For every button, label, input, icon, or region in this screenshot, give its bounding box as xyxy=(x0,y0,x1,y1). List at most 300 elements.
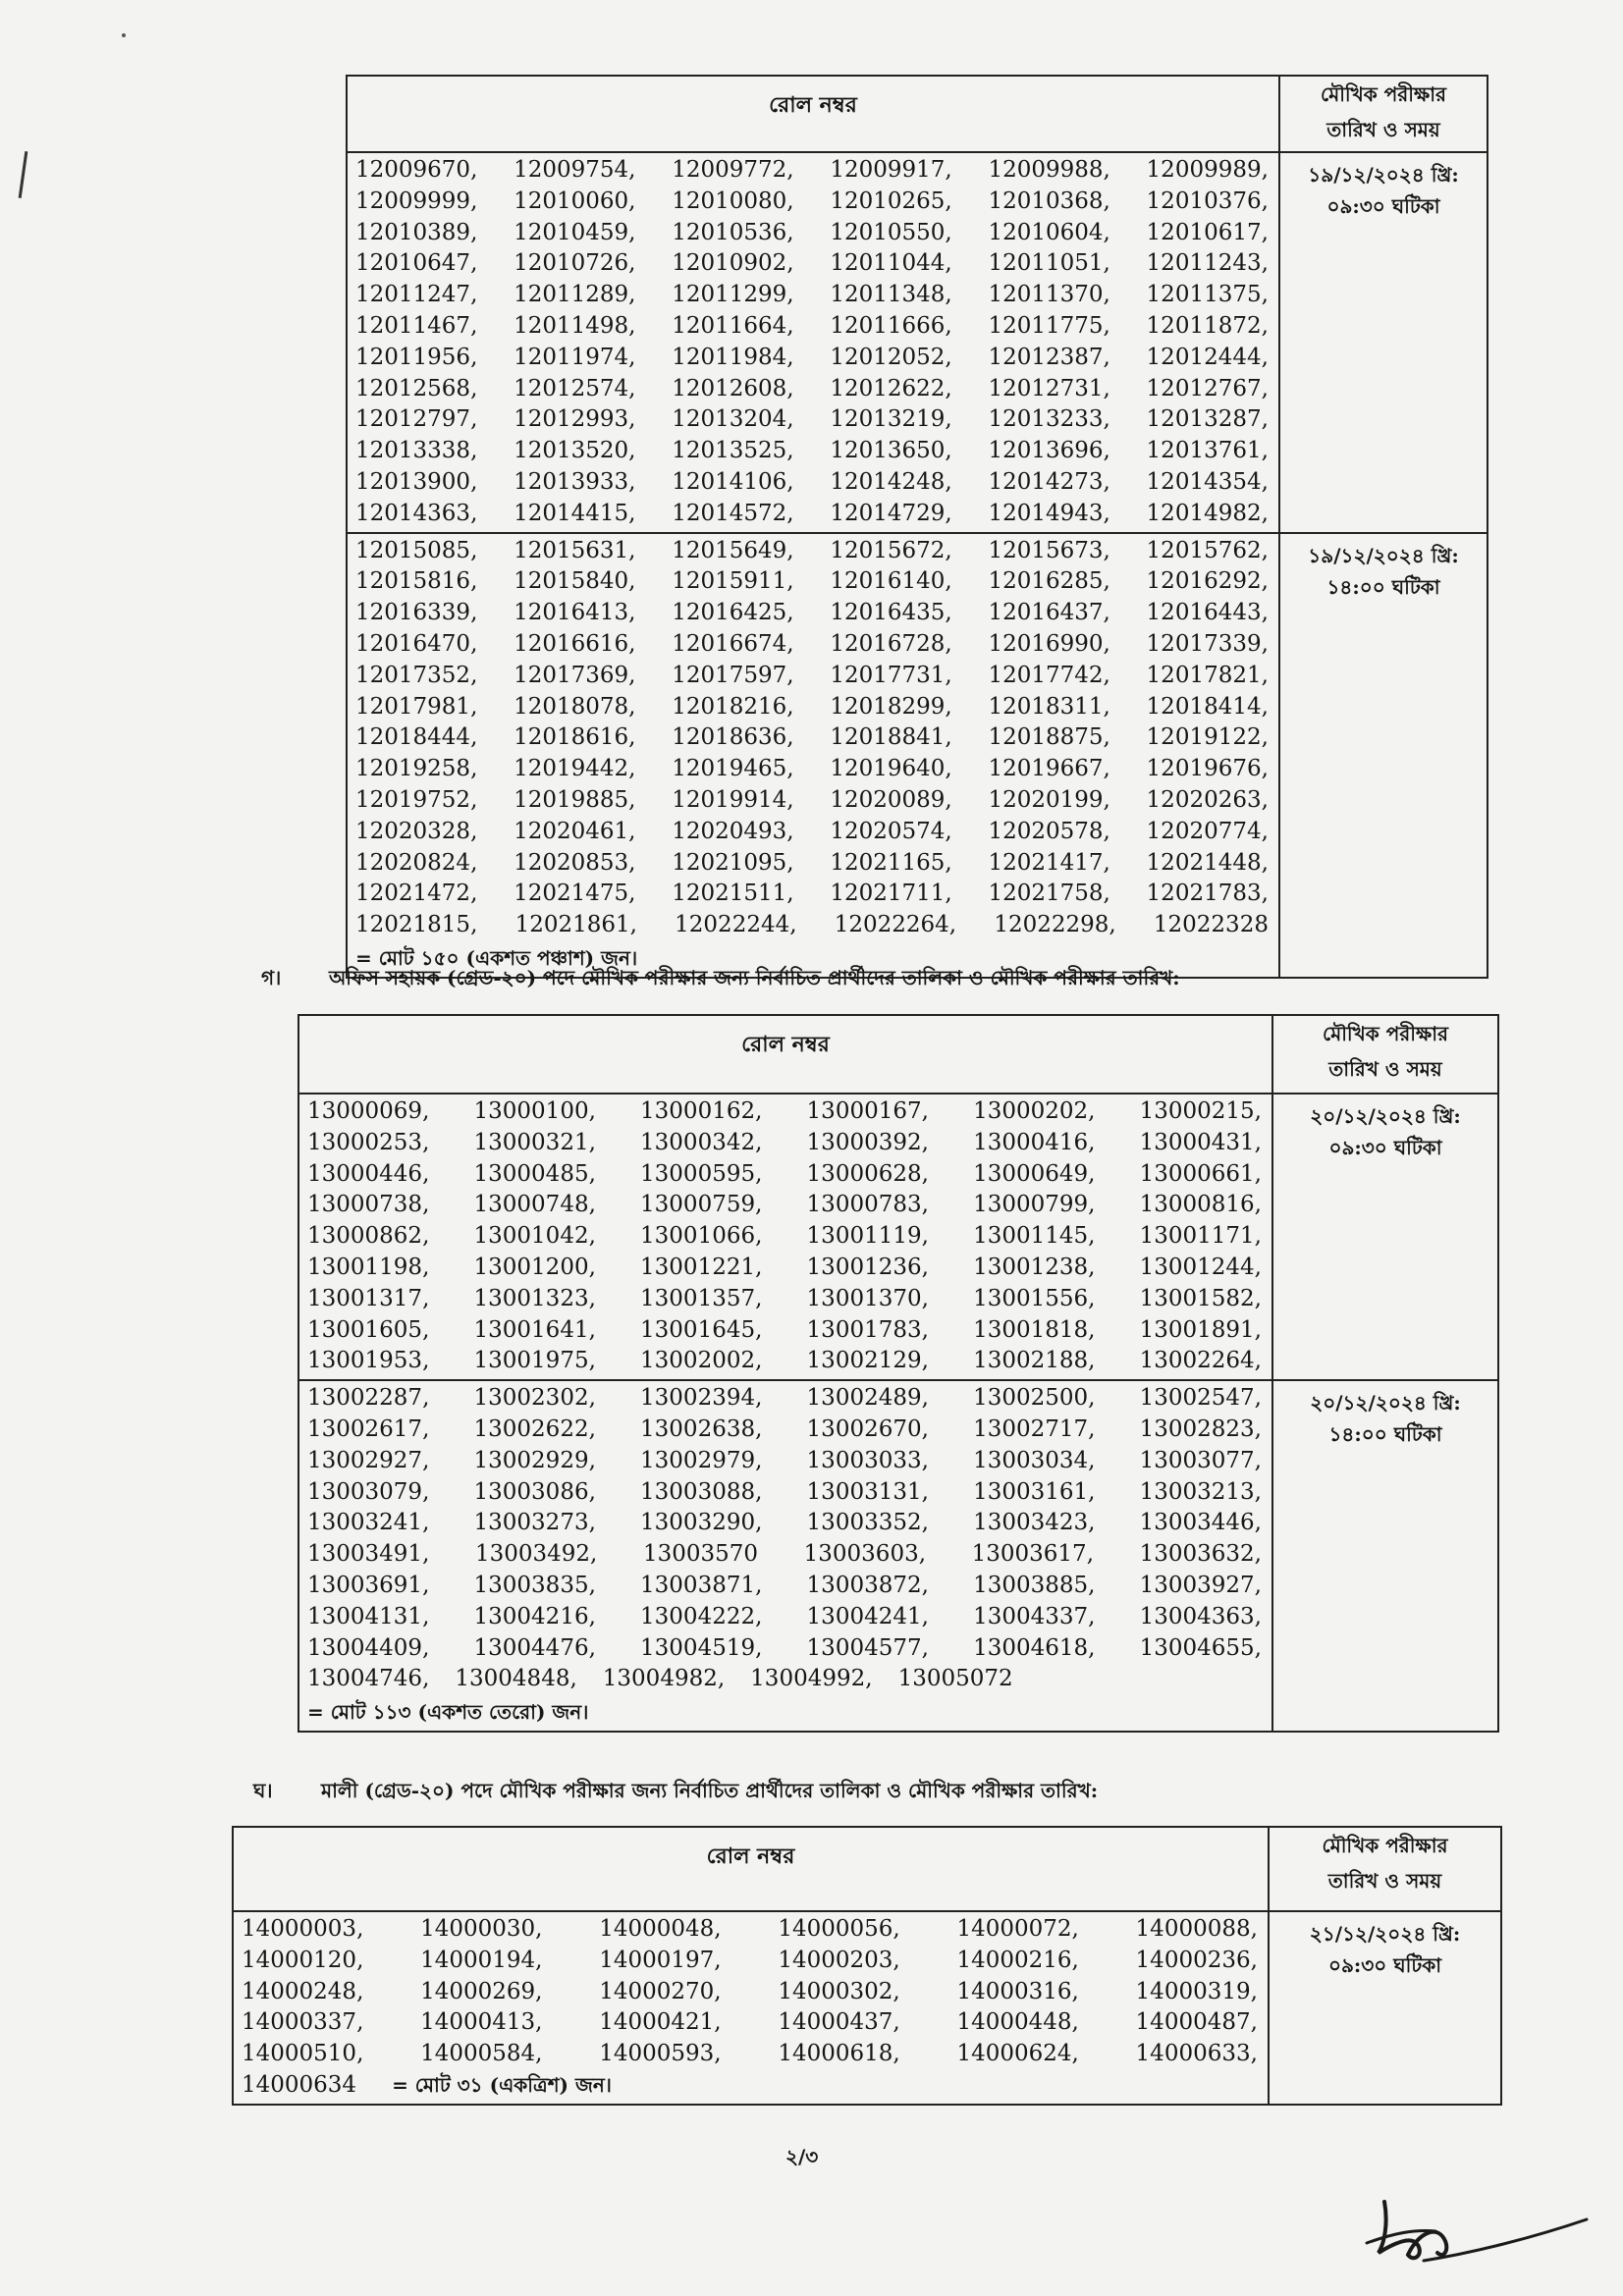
roll-number: 13001317, xyxy=(307,1285,430,1311)
viva-date-cell xyxy=(1272,1094,1498,1380)
roll-number: 12019442, xyxy=(514,756,636,782)
roll-number: 13000162, xyxy=(640,1098,763,1124)
roll-number: 14000584, xyxy=(420,2041,543,2067)
roll-number: 12014354, xyxy=(1146,468,1269,495)
roll-number: 13000783, xyxy=(806,1192,929,1218)
roll-number: 12010376, xyxy=(1146,187,1269,214)
roll-row xyxy=(355,187,1274,218)
roll-number: 12013650, xyxy=(830,438,952,464)
roll-number: 12018444, xyxy=(355,724,478,751)
roll-row xyxy=(307,1096,1268,1128)
roll-number: 12019676, xyxy=(1146,756,1269,782)
roll-row xyxy=(355,404,1274,436)
roll-number: 12009670, xyxy=(355,157,478,183)
time-line: ০৯:৩০ ঘটিকা xyxy=(1328,1136,1442,1159)
roll-number: 14000593, xyxy=(599,2041,722,2067)
roll-number: 12009989, xyxy=(1146,157,1269,183)
roll-number: 12011044, xyxy=(830,250,952,277)
roll-number: 12016437, xyxy=(988,600,1110,626)
roll-row xyxy=(355,817,1274,848)
roll-number: 12014106, xyxy=(672,468,794,495)
roll-row xyxy=(355,692,1274,723)
roll-number: 13003077, xyxy=(1139,1447,1262,1473)
roll-number: 14000634 xyxy=(242,2071,357,2098)
roll-number: 13002927, xyxy=(307,1447,430,1473)
roll-row xyxy=(307,1602,1268,1633)
roll-number: 12010536, xyxy=(672,219,794,245)
roll-number: 12022264, xyxy=(834,912,957,938)
roll-number: 13003352, xyxy=(806,1510,929,1536)
roll-number: 13001198, xyxy=(307,1254,430,1280)
roll-number: 12016435, xyxy=(830,600,952,626)
roll-number: 13001556, xyxy=(973,1285,1096,1311)
roll-number: 12018841, xyxy=(830,724,952,751)
roll-number: 14000270, xyxy=(599,1978,722,2004)
roll-number: 13001066, xyxy=(640,1223,763,1250)
roll-number: 14000030, xyxy=(420,1916,543,1942)
roll-number: 13003241, xyxy=(307,1510,430,1536)
roll-number: 13003570 xyxy=(642,1541,759,1568)
roll-number: 12016339, xyxy=(355,600,478,626)
roll-number: 12012444, xyxy=(1146,344,1269,370)
roll-number: 12020493, xyxy=(672,818,794,844)
roll-number: 12021511, xyxy=(672,881,794,907)
roll-number: 12021448, xyxy=(1146,849,1269,876)
roll-number: 13003632, xyxy=(1139,1541,1262,1568)
roll-row xyxy=(355,343,1274,374)
date-line: ২০/১২/২০২৪ খ্রি: xyxy=(1310,1391,1461,1415)
roll-number: 13003617, xyxy=(971,1541,1095,1568)
roll-number: 13000485, xyxy=(473,1160,596,1187)
roll-number: 13003273, xyxy=(473,1510,596,1536)
roll-number: 12016413, xyxy=(514,600,636,626)
header-line-1: মৌখিক পরীক্ষার xyxy=(1322,1834,1448,1857)
roll-number: 13001975, xyxy=(473,1348,596,1374)
roll-number: 13000431, xyxy=(1139,1129,1262,1155)
roll-row xyxy=(242,2007,1264,2039)
roll-number: 12013219, xyxy=(830,406,952,433)
roll-number: 14000487, xyxy=(1135,2009,1258,2036)
roll-number: 14000269, xyxy=(420,1978,543,2004)
roll-number: 13003871, xyxy=(640,1572,763,1598)
roll-group-morning xyxy=(347,152,1279,533)
roll-number: 12011956, xyxy=(355,344,478,370)
roll-number: 13003927, xyxy=(1139,1572,1262,1598)
roll-number: 12012568, xyxy=(355,375,478,401)
roll-number: 12009999, xyxy=(355,187,478,214)
roll-number: 14000510, xyxy=(242,2041,364,2067)
roll-row xyxy=(355,566,1274,598)
roll-number: 12012797, xyxy=(355,406,478,433)
roll-number: 12017981, xyxy=(355,693,478,720)
roll-number: 12012767, xyxy=(1146,375,1269,401)
roll-number: 13001641, xyxy=(473,1316,596,1343)
header-line-2: তারিখ ও সময় xyxy=(1326,118,1440,141)
total-count: = মোট ১৫০ (একশত পঞ্চাশ) জন। xyxy=(355,945,638,970)
roll-number: 13003691, xyxy=(307,1572,430,1598)
roll-number: 13000253, xyxy=(307,1129,430,1155)
roll-number: 12018299, xyxy=(830,693,952,720)
roll-number: 14000421, xyxy=(599,2009,722,2036)
section-label: গ। xyxy=(261,966,282,989)
section-ga-heading xyxy=(261,964,1180,996)
roll-number: 13002823, xyxy=(1139,1415,1262,1442)
roll-number: 12010726, xyxy=(514,250,636,277)
time-line: ০৯:৩০ ঘটিকা xyxy=(1327,1953,1442,1977)
roll-number: 12015762, xyxy=(1146,537,1269,563)
roll-number: 13003603, xyxy=(803,1541,927,1568)
roll-number: 12021095, xyxy=(672,849,794,876)
roll-number: 12013900, xyxy=(355,468,478,495)
roll-number: 13000759, xyxy=(640,1192,763,1218)
roll-number: 13002617, xyxy=(307,1415,430,1442)
roll-number: 14000120, xyxy=(242,1947,364,1973)
roll-number: 12011243, xyxy=(1146,250,1269,277)
roll-number: 13003491, xyxy=(307,1541,430,1568)
roll-number: 13002717, xyxy=(973,1415,1096,1442)
roll-number: 12018311, xyxy=(988,693,1110,720)
roll-number: 13002622, xyxy=(473,1415,596,1442)
roll-row xyxy=(355,467,1274,499)
roll-number: 13005072 xyxy=(897,1666,1013,1692)
roll-number: 13004982, xyxy=(602,1666,726,1692)
roll-row xyxy=(355,499,1274,530)
roll-row xyxy=(355,218,1274,249)
roll-number: 13001605, xyxy=(307,1316,430,1343)
roll-table-3 xyxy=(232,1826,1502,2106)
roll-table-1 xyxy=(346,75,1488,979)
roll-number: 13003213, xyxy=(1139,1478,1262,1505)
roll-number: 12014415, xyxy=(514,500,636,526)
roll-number: 13000342, xyxy=(640,1129,763,1155)
roll-number: 12018875, xyxy=(988,724,1110,751)
roll-row xyxy=(307,1128,1268,1159)
roll-number: 14000216, xyxy=(956,1947,1079,1973)
roll-number: 14000316, xyxy=(956,1978,1079,2004)
roll-number: 13001323, xyxy=(473,1285,596,1311)
roll-row xyxy=(355,879,1274,910)
roll-number: 13001042, xyxy=(473,1223,596,1250)
roll-number: 12012622, xyxy=(830,375,952,401)
roll-number: 12010604, xyxy=(988,219,1110,245)
roll-number: 12010265, xyxy=(830,187,952,214)
roll-number: 13000628, xyxy=(806,1160,929,1187)
roll-number: 13001221, xyxy=(640,1254,763,1280)
roll-number: 12016470, xyxy=(355,630,478,657)
roll-number: 13004577, xyxy=(806,1634,929,1661)
roll-number: 12017731, xyxy=(830,662,952,688)
roll-number: 13002394, xyxy=(640,1385,763,1412)
roll-number: 13000416, xyxy=(973,1129,1096,1155)
roll-number: 12015816, xyxy=(355,568,478,595)
roll-number: 14000633, xyxy=(1135,2041,1258,2067)
roll-number: 14000437, xyxy=(778,2009,900,2036)
roll-number: 12010389, xyxy=(355,219,478,245)
roll-number: 13001818, xyxy=(973,1316,1096,1343)
roll-number: 14000056, xyxy=(778,1916,900,1942)
viva-date-cell xyxy=(1269,1911,1501,2105)
roll-number: 12011498, xyxy=(514,312,636,339)
roll-number: 12014363, xyxy=(355,500,478,526)
roll-number: 14000072, xyxy=(956,1916,1079,1942)
roll-number: 13002500, xyxy=(973,1385,1096,1412)
time-line: ০৯:৩০ ঘটিকা xyxy=(1326,194,1440,218)
roll-number: 12013204, xyxy=(672,406,794,433)
roll-number: 13002264, xyxy=(1139,1348,1262,1374)
roll-number: 12016728, xyxy=(830,630,952,657)
roll-number: 12012608, xyxy=(672,375,794,401)
roll-number: 13002670, xyxy=(806,1415,929,1442)
roll-number: 12011872, xyxy=(1146,312,1269,339)
roll-number: 12018636, xyxy=(672,724,794,751)
roll-number: 12013696, xyxy=(988,438,1110,464)
roll-number: 13002302, xyxy=(473,1385,596,1412)
roll-group-afternoon xyxy=(298,1380,1272,1732)
roll-number: 13001891, xyxy=(1139,1316,1262,1343)
viva-date-cell xyxy=(1272,1380,1498,1732)
roll-number: 13003885, xyxy=(973,1572,1096,1598)
roll-number: 12017352, xyxy=(355,662,478,688)
roll-number: 12013761, xyxy=(1146,438,1269,464)
roll-number: 12021815, xyxy=(355,912,478,938)
header-line-2: তারিখ ও সময় xyxy=(1327,1869,1442,1893)
roll-number: 12017597, xyxy=(672,662,794,688)
roll-number: 12016990, xyxy=(988,630,1110,657)
roll-number: 13003492, xyxy=(474,1541,598,1568)
roll-number: 12020853, xyxy=(514,849,636,876)
roll-row xyxy=(355,722,1274,754)
roll-number: 12020089, xyxy=(830,786,952,813)
roll-row xyxy=(355,536,1274,567)
roll-number: 12019258, xyxy=(355,756,478,782)
roll-number: 13000748, xyxy=(473,1192,596,1218)
roll-number: 13002489, xyxy=(806,1385,929,1412)
roll-number: 12019465, xyxy=(672,756,794,782)
roll-number: 14000203, xyxy=(778,1947,900,1973)
roll-row xyxy=(355,280,1274,311)
roll-number: 13001645, xyxy=(640,1316,763,1343)
header-line-2: তারিখ ও সময় xyxy=(1328,1057,1442,1081)
roll-number: 14000319, xyxy=(1135,1978,1258,2004)
roll-number: 12019752, xyxy=(355,786,478,813)
roll-number: 13001953, xyxy=(307,1348,430,1374)
roll-number: 12021165, xyxy=(830,849,952,876)
roll-number: 13001244, xyxy=(1139,1254,1262,1280)
roll-row xyxy=(242,2039,1264,2070)
roll-row xyxy=(355,311,1274,343)
roll-number: 12011984, xyxy=(672,344,794,370)
roll-number: 12014729, xyxy=(830,500,952,526)
roll-row xyxy=(307,1190,1268,1221)
roll-number: 13004216, xyxy=(473,1603,596,1629)
roll-number: 12010617, xyxy=(1146,219,1269,245)
roll-number: 12022328 xyxy=(1153,912,1269,938)
roll-number: 13000202, xyxy=(973,1098,1096,1124)
roll-number: 12013520, xyxy=(514,438,636,464)
roll-row xyxy=(307,1446,1268,1477)
roll-number: 12021783, xyxy=(1146,881,1269,907)
roll-number: 12011370, xyxy=(988,282,1110,308)
roll-number: 12020461, xyxy=(514,818,636,844)
roll-number: 12019914, xyxy=(672,786,794,813)
date-line: ১৯/১২/২০২৪ খ্রি: xyxy=(1308,543,1459,567)
roll-number: 12016425, xyxy=(672,600,794,626)
roll-number: 12011247, xyxy=(355,282,478,308)
roll-row xyxy=(355,598,1274,629)
roll-number: 12017339, xyxy=(1146,630,1269,657)
roll-number: 12014943, xyxy=(988,500,1110,526)
roll-row xyxy=(307,1477,1268,1509)
roll-number: 14000236, xyxy=(1135,1947,1258,1973)
roll-number: 14000337, xyxy=(242,2009,364,2036)
roll-number: 12011664, xyxy=(672,312,794,339)
roll-number: 13003131, xyxy=(806,1478,929,1505)
roll-number: 13000069, xyxy=(307,1098,430,1124)
roll-number: 14000194, xyxy=(420,1947,543,1973)
roll-number: 12021861, xyxy=(514,912,637,938)
roll-number: 13004519, xyxy=(640,1634,763,1661)
roll-row xyxy=(242,2070,1264,2102)
roll-number-header: রোল নম্বর xyxy=(347,76,1279,152)
roll-number: 13004746, xyxy=(307,1666,430,1692)
roll-number: 12019667, xyxy=(988,756,1110,782)
roll-number: 12015631, xyxy=(514,537,636,563)
roll-number: 13002188, xyxy=(973,1348,1096,1374)
roll-number: 12013233, xyxy=(988,406,1110,433)
roll-number: 12013338, xyxy=(355,438,478,464)
roll-number: 13003446, xyxy=(1139,1510,1262,1536)
roll-number: 13000321, xyxy=(473,1129,596,1155)
viva-date-cell xyxy=(1279,152,1488,533)
roll-number: 12013525, xyxy=(672,438,794,464)
viva-date-header xyxy=(1279,76,1488,152)
roll-number: 12015911, xyxy=(672,568,794,595)
roll-row xyxy=(307,1633,1268,1665)
section-label: ঘ। xyxy=(253,1779,273,1802)
roll-number: 12011974, xyxy=(514,344,636,370)
roll-row xyxy=(307,1346,1268,1377)
roll-number: 12014248, xyxy=(830,468,952,495)
roll-number-header: রোল নম্বর xyxy=(233,1827,1269,1911)
roll-number: 12016443, xyxy=(1146,600,1269,626)
roll-number: 12020824, xyxy=(355,849,478,876)
roll-number: 13001357, xyxy=(640,1285,763,1311)
roll-number: 12019122, xyxy=(1146,724,1269,751)
roll-number: 12015673, xyxy=(988,537,1110,563)
roll-number: 12015649, xyxy=(672,537,794,563)
roll-number: 13002287, xyxy=(307,1385,430,1412)
roll-number: 12016285, xyxy=(988,568,1110,595)
roll-number: 12020263, xyxy=(1146,786,1269,813)
roll-number: 12022244, xyxy=(675,912,797,938)
date-line: ২০/১২/২০২৪ খ্রি: xyxy=(1310,1104,1461,1128)
scan-dot xyxy=(122,33,126,37)
roll-number: 13000595, xyxy=(640,1160,763,1187)
roll-number: 12011051, xyxy=(988,250,1110,277)
roll-number: 12015672, xyxy=(830,537,952,563)
roll-number: 14000088, xyxy=(1135,1916,1258,1942)
roll-number-header: রোল নম্বর xyxy=(298,1015,1272,1094)
roll-number: 12012993, xyxy=(514,406,636,433)
roll-number: 12011467, xyxy=(355,312,478,339)
section-title: মালী (গ্রেড-২০) পদে মৌখিক পরীক্ষার জন্য নির্বাচিত প্রার্থীদের তালিকা ও মৌখিক পরীক্ষার তারিখ: xyxy=(320,1779,1099,1802)
roll-row xyxy=(355,754,1274,785)
roll-number: 13000446, xyxy=(307,1160,430,1187)
roll-number: 13003079, xyxy=(307,1478,430,1505)
roll-number: 13002129, xyxy=(806,1348,929,1374)
roll-number: 13000661, xyxy=(1139,1160,1262,1187)
roll-row xyxy=(307,1253,1268,1284)
roll-number: 13003423, xyxy=(973,1510,1096,1536)
roll-number: 13000100, xyxy=(473,1098,596,1124)
roll-number: 12019640, xyxy=(830,756,952,782)
time-line: ১৪:০০ ঘটিকা xyxy=(1328,1422,1442,1447)
roll-number: 12018078, xyxy=(514,693,636,720)
roll-row xyxy=(355,661,1274,692)
roll-number: 12012052, xyxy=(830,344,952,370)
roll-number: 12009772, xyxy=(672,157,794,183)
roll-number: 12013933, xyxy=(514,468,636,495)
roll-number: 13000862, xyxy=(307,1223,430,1250)
roll-group-morning xyxy=(298,1094,1272,1380)
roll-number: 12012731, xyxy=(988,375,1110,401)
roll-number: 14000003, xyxy=(242,1916,364,1942)
roll-number: 13000215, xyxy=(1139,1098,1262,1124)
roll-number: 13001238, xyxy=(973,1254,1096,1280)
roll-number: 12009754, xyxy=(514,157,636,183)
roll-number: 12017742, xyxy=(988,662,1110,688)
roll-number: 12016616, xyxy=(514,630,636,657)
scan-line-mark xyxy=(19,151,28,198)
roll-number: 13003835, xyxy=(473,1572,596,1598)
roll-number: 13003290, xyxy=(640,1510,763,1536)
roll-number: 12019885, xyxy=(514,786,636,813)
roll-number: 13002002, xyxy=(640,1348,763,1374)
roll-row xyxy=(307,1508,1268,1539)
roll-number: 13003088, xyxy=(640,1478,763,1505)
roll-number: 12010459, xyxy=(514,219,636,245)
roll-number: 13000799, xyxy=(973,1192,1096,1218)
roll-number: 12011299, xyxy=(672,282,794,308)
roll-number: 13001370, xyxy=(806,1285,929,1311)
roll-number: 13000167, xyxy=(806,1098,929,1124)
roll-number: 12017821, xyxy=(1146,662,1269,688)
viva-date-cell xyxy=(1279,533,1488,978)
roll-number: 12009917, xyxy=(830,157,952,183)
roll-number: 12021475, xyxy=(514,881,636,907)
roll-row xyxy=(355,629,1274,661)
roll-number: 12010550, xyxy=(830,219,952,245)
roll-number: 12011348, xyxy=(830,282,952,308)
roll-number: 13002638, xyxy=(640,1415,763,1442)
roll-number: 13004655, xyxy=(1139,1634,1262,1661)
roll-row xyxy=(355,374,1274,405)
roll-number: 12010080, xyxy=(672,187,794,214)
roll-number: 12020774, xyxy=(1146,818,1269,844)
roll-number: 12017369, xyxy=(514,662,636,688)
roll-number: 14000448, xyxy=(956,2009,1079,2036)
header-line-1: মৌখিক পরীক্ষার xyxy=(1320,82,1447,106)
roll-number: 12015840, xyxy=(514,568,636,595)
roll-number: 14000618, xyxy=(778,2041,900,2067)
roll-row xyxy=(307,1664,1268,1695)
roll-number: 13001582, xyxy=(1139,1285,1262,1311)
roll-number: 12010902, xyxy=(672,250,794,277)
roll-number: 13000392, xyxy=(806,1129,929,1155)
roll-row xyxy=(355,248,1274,280)
roll-row xyxy=(355,910,1274,941)
roll-row xyxy=(307,1383,1268,1415)
